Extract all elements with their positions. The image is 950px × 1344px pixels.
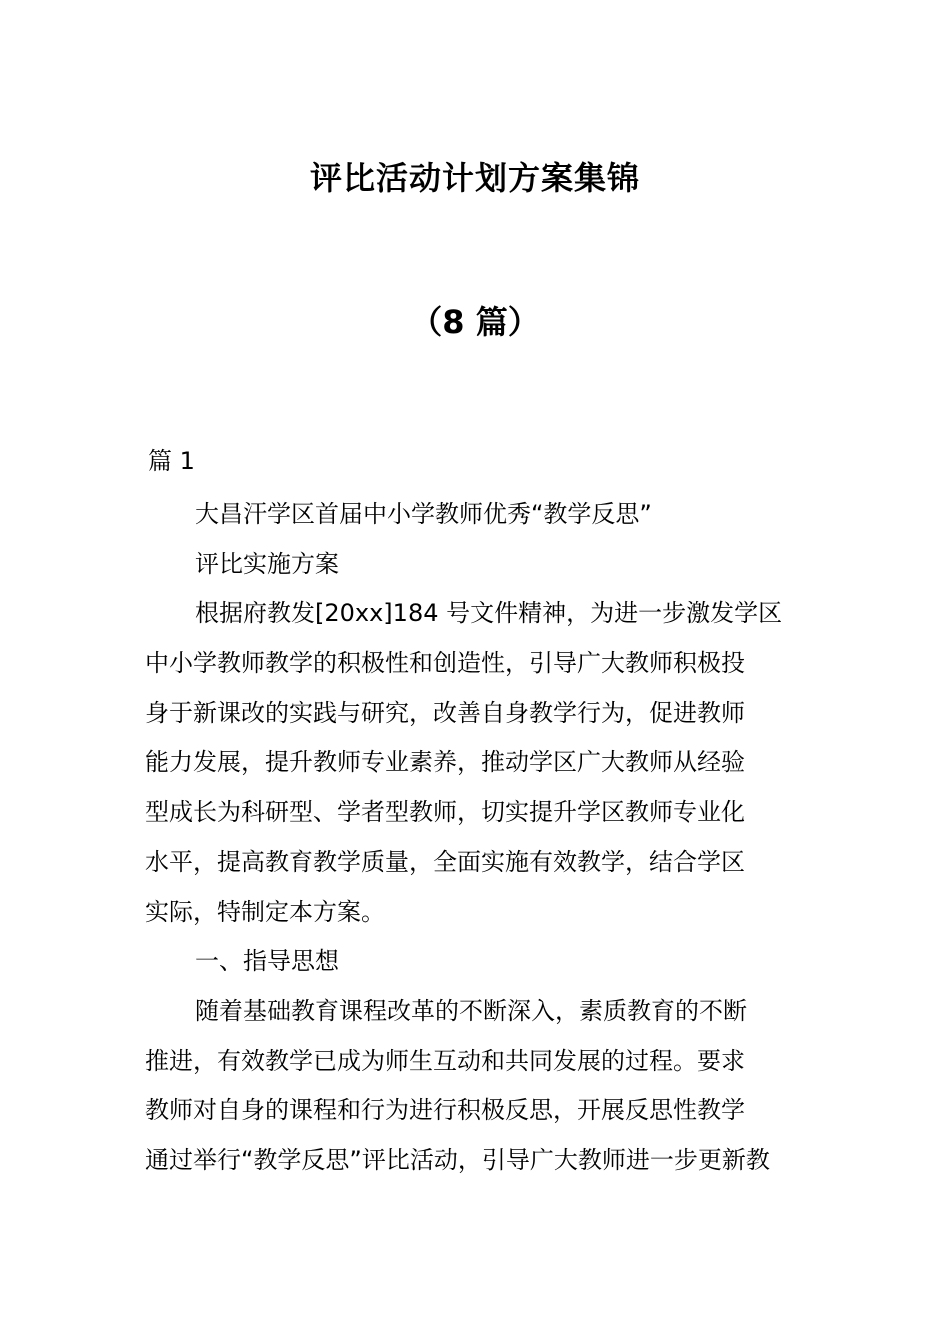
paragraph-line: 水平，提高教育教学质量，全面实施有效教学，结合学区 (145, 847, 745, 876)
section-heading: 一、指导思想 (195, 947, 339, 976)
heading-line: 大昌汗学区首届中小学教师优秀“教学反思” (195, 500, 652, 528)
paragraph-line: 通过举行“教学反思”评比活动，引导广大教师进一步更新教 (145, 1145, 770, 1174)
document-subtitle: （8 篇） (410, 303, 540, 341)
document-title: 评比活动计划方案集锦 (309, 159, 640, 197)
body-text (145, 490, 810, 1186)
paragraph-line: 能力发展，提升教师专业素养，推动学区广大教师从经验 (145, 748, 745, 777)
paragraph-line: 教师对自身的课程和行为进行积极反思，开展反思性教学 (145, 1096, 745, 1125)
paragraph-line: 实际，特制定本方案。 (145, 897, 385, 926)
paragraph-line: 根据府教发[20xx]184 号文件精神，为进一步激发学区 (195, 599, 783, 628)
paragraph-line: 型成长为科研型、学者型教师，切实提升学区教师专业化 (145, 798, 745, 827)
paragraph-line: 身于新课改的实践与研究，改善自身教学行为，促进教师 (145, 698, 745, 727)
paragraph-line: 随着基础教育课程改革的不断深入，素质教育的不断 (195, 996, 747, 1025)
paragraph-line: 推进，有效教学已成为师生互动和共同发展的过程。要求 (145, 1046, 745, 1075)
paragraph-line: 中小学教师教学的积极性和创造性，引导广大教师积极投 (145, 649, 745, 678)
heading-line: 评比实施方案 (195, 549, 339, 578)
section-label: 篇 1 (148, 447, 195, 475)
